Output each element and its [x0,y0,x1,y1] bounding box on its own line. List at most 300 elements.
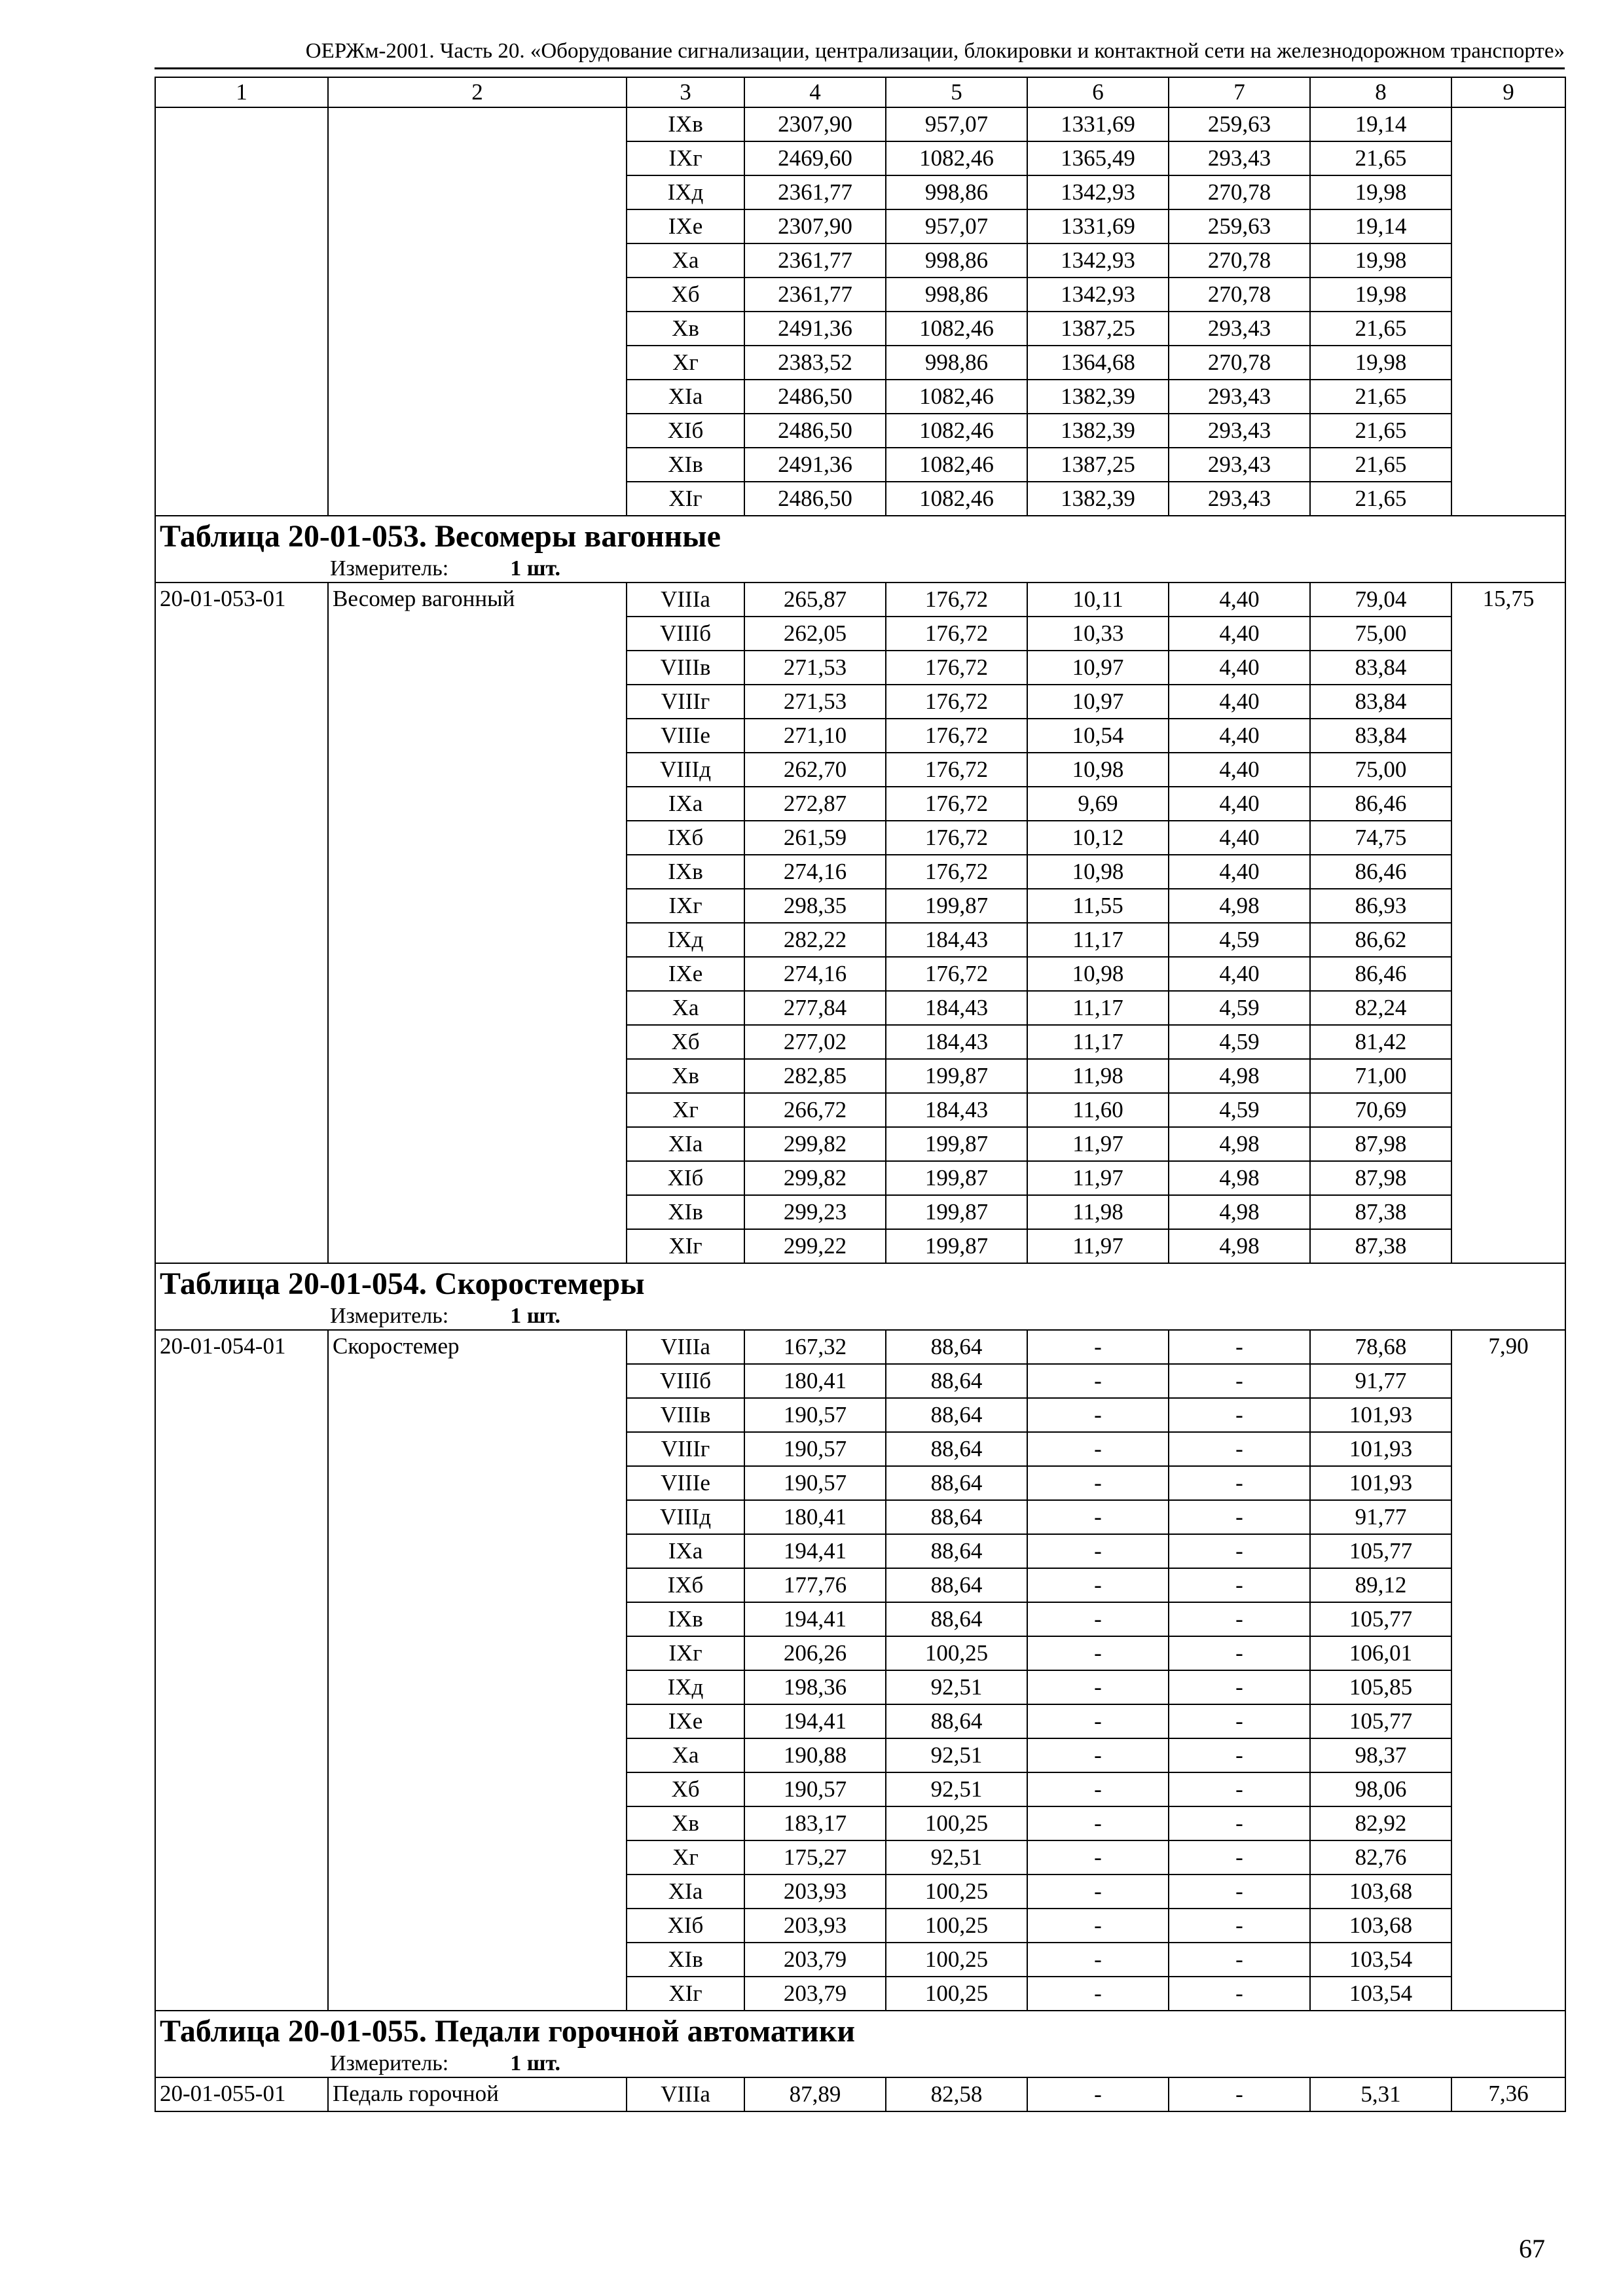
materials-cell: 83,84 [1310,685,1451,719]
machinist-wages-cell: - [1169,1636,1310,1670]
region-cell: IXв [627,855,744,889]
total-cost-cell: 299,23 [744,1195,886,1229]
machine-cost-cell: - [1027,1466,1169,1500]
machinist-wages-cell: 4,40 [1169,583,1310,617]
machinist-wages-cell: 4,98 [1169,1059,1310,1093]
column-number-3: 3 [627,77,744,107]
section-caption-row [155,1263,1565,1330]
machinist-wages-cell: - [1169,1943,1310,1977]
name-cell: Весомер вагонный [328,583,627,1263]
column-number-9: 9 [1451,77,1565,107]
total-cost-cell: 277,02 [744,1025,886,1059]
wages-cell: 92,51 [886,1670,1027,1704]
total-cost-cell: 2469,60 [744,141,886,175]
region-cell: VIIIа [627,1330,744,1364]
measure-unit: 1 шт. [510,1304,561,1328]
region-cell: VIIIд [627,753,744,787]
machinist-wages-cell: 4,98 [1169,1161,1310,1195]
machinist-wages-cell: 270,78 [1169,346,1310,380]
region-cell: Xг [627,346,744,380]
total-cost-cell: 190,57 [744,1432,886,1466]
materials-cell: 86,93 [1310,889,1451,923]
materials-cell: 103,54 [1310,1977,1451,2011]
machinist-wages-cell: 293,43 [1169,380,1310,414]
region-cell: IXд [627,1670,744,1704]
region-cell: IXд [627,175,744,209]
wages-cell: 100,25 [886,1977,1027,2011]
machine-cost-cell: 11,17 [1027,923,1169,957]
name-cell: Педаль горочной [328,2077,627,2111]
wages-cell: 1082,46 [886,380,1027,414]
total-cost-cell: 298,35 [744,889,886,923]
machine-cost-cell: 10,11 [1027,583,1169,617]
total-cost-cell: 2486,50 [744,482,886,516]
materials-cell: 86,46 [1310,787,1451,821]
total-cost-cell: 180,41 [744,1500,886,1534]
wages-cell: 100,25 [886,1636,1027,1670]
materials-cell: 19,98 [1310,243,1451,278]
region-cell: XIб [627,414,744,448]
region-cell: VIIIв [627,651,744,685]
machinist-wages-cell: - [1169,1772,1310,1806]
machine-cost-cell: - [1027,1670,1169,1704]
materials-cell: 21,65 [1310,312,1451,346]
wages-cell: 1082,46 [886,141,1027,175]
wages-cell: 184,43 [886,1093,1027,1127]
materials-cell: 81,42 [1310,1025,1451,1059]
machine-cost-cell: - [1027,1534,1169,1568]
materials-cell: 103,54 [1310,1943,1451,1977]
region-cell: IXе [627,957,744,991]
machine-cost-cell: 11,97 [1027,1161,1169,1195]
machinist-wages-cell: 4,59 [1169,1025,1310,1059]
measure-line [160,556,1561,582]
wages-cell: 88,64 [886,1534,1027,1568]
wages-cell: 176,72 [886,855,1027,889]
wages-cell: 176,72 [886,651,1027,685]
machine-cost-cell: 11,97 [1027,1127,1169,1161]
machine-cost-cell: - [1027,1636,1169,1670]
machinist-wages-cell: 270,78 [1169,278,1310,312]
region-cell: XIг [627,482,744,516]
machine-cost-cell: 1382,39 [1027,482,1169,516]
total-cost-cell: 266,72 [744,1093,886,1127]
measure-unit: 1 шт. [510,556,561,581]
machinist-wages-cell: - [1169,1568,1310,1602]
total-cost-cell: 277,84 [744,991,886,1025]
materials-cell: 82,92 [1310,1806,1451,1840]
total-cost-cell: 262,70 [744,753,886,787]
machinist-wages-cell: - [1169,1432,1310,1466]
machine-cost-cell: - [1027,1909,1169,1943]
machinist-wages-cell: - [1169,1874,1310,1909]
total-cost-cell: 190,57 [744,1466,886,1500]
region-cell: IXа [627,787,744,821]
name-cell [328,107,627,516]
machinist-wages-cell: 4,98 [1169,1229,1310,1263]
materials-cell: 89,12 [1310,1568,1451,1602]
machinist-wages-cell: 4,59 [1169,991,1310,1025]
region-cell: Xа [627,991,744,1025]
section-caption [155,516,1565,583]
total-cost-cell: 87,89 [744,2077,886,2111]
col9-cell: 7,36 [1451,2077,1565,2111]
total-cost-cell: 2486,50 [744,414,886,448]
column-number-8: 8 [1310,77,1451,107]
header-rule [155,67,1565,69]
total-cost-cell: 282,85 [744,1059,886,1093]
machine-cost-cell: 1342,93 [1027,278,1169,312]
machine-cost-cell: 1387,25 [1027,448,1169,482]
machinist-wages-cell: 4,98 [1169,1127,1310,1161]
materials-cell: 75,00 [1310,753,1451,787]
wages-cell: 88,64 [886,1602,1027,1636]
wages-cell: 184,43 [886,923,1027,957]
machinist-wages-cell: 4,40 [1169,617,1310,651]
section-caption [155,1263,1565,1330]
wages-cell: 199,87 [886,889,1027,923]
column-number-4: 4 [744,77,886,107]
table-row [155,1330,1565,1364]
table-body [155,77,1565,2111]
machinist-wages-cell: - [1169,1602,1310,1636]
region-cell: VIIIа [627,2077,744,2111]
wages-cell: 176,72 [886,753,1027,787]
machine-cost-cell: - [1027,2077,1169,2111]
region-cell: VIIIв [627,1398,744,1432]
materials-cell: 19,98 [1310,346,1451,380]
materials-cell: 101,93 [1310,1466,1451,1500]
materials-cell: 5,31 [1310,2077,1451,2111]
measure-line [160,1303,1561,1329]
wages-cell: 176,72 [886,957,1027,991]
wages-cell: 92,51 [886,1772,1027,1806]
machine-cost-cell: - [1027,1874,1169,1909]
total-cost-cell: 177,76 [744,1568,886,1602]
materials-cell: 19,14 [1310,209,1451,243]
total-cost-cell: 167,32 [744,1330,886,1364]
total-cost-cell: 183,17 [744,1806,886,1840]
code-cell: 20-01-053-01 [155,583,328,1263]
wages-cell: 92,51 [886,1840,1027,1874]
region-cell: Xв [627,312,744,346]
col9-cell: 15,75 [1451,583,1565,1263]
total-cost-cell: 299,82 [744,1161,886,1195]
total-cost-cell: 261,59 [744,821,886,855]
materials-cell: 70,69 [1310,1093,1451,1127]
wages-cell: 92,51 [886,1738,1027,1772]
wages-cell: 199,87 [886,1127,1027,1161]
materials-cell: 87,38 [1310,1195,1451,1229]
materials-cell: 101,93 [1310,1398,1451,1432]
region-cell: IXб [627,1568,744,1602]
region-cell: VIIIг [627,685,744,719]
machinist-wages-cell: 4,59 [1169,923,1310,957]
machinist-wages-cell: - [1169,1806,1310,1840]
machinist-wages-cell: 259,63 [1169,209,1310,243]
materials-cell: 105,77 [1310,1704,1451,1738]
wages-cell: 88,64 [886,1330,1027,1364]
wages-cell: 176,72 [886,583,1027,617]
machinist-wages-cell: 4,40 [1169,685,1310,719]
rates-table [155,77,1566,2112]
machinist-wages-cell: 270,78 [1169,175,1310,209]
machinist-wages-cell: 293,43 [1169,448,1310,482]
region-cell: XIб [627,1161,744,1195]
total-cost-cell: 203,79 [744,1943,886,1977]
machine-cost-cell: 1342,93 [1027,175,1169,209]
region-cell: XIг [627,1229,744,1263]
machine-cost-cell: 1387,25 [1027,312,1169,346]
total-cost-cell: 206,26 [744,1636,886,1670]
materials-cell: 83,84 [1310,719,1451,753]
machine-cost-cell: 11,98 [1027,1059,1169,1093]
region-cell: XIа [627,380,744,414]
machine-cost-cell: - [1027,1364,1169,1398]
wages-cell: 957,07 [886,209,1027,243]
total-cost-cell: 271,10 [744,719,886,753]
wages-cell: 1082,46 [886,312,1027,346]
region-cell: Xб [627,278,744,312]
materials-cell: 82,24 [1310,991,1451,1025]
machine-cost-cell: 1382,39 [1027,414,1169,448]
column-number-2: 2 [328,77,627,107]
machinist-wages-cell: 4,40 [1169,821,1310,855]
machinist-wages-cell: - [1169,1330,1310,1364]
machine-cost-cell: 10,97 [1027,651,1169,685]
materials-cell: 105,77 [1310,1534,1451,1568]
machinist-wages-cell: 259,63 [1169,107,1310,141]
wages-cell: 998,86 [886,175,1027,209]
total-cost-cell: 299,22 [744,1229,886,1263]
materials-cell: 91,77 [1310,1364,1451,1398]
total-cost-cell: 299,82 [744,1127,886,1161]
machine-cost-cell: - [1027,1432,1169,1466]
wages-cell: 199,87 [886,1195,1027,1229]
region-cell: Xг [627,1840,744,1874]
machine-cost-cell: 11,17 [1027,1025,1169,1059]
column-number-6: 6 [1027,77,1169,107]
section-title: Таблица 20-01-053. Весомеры вагонные [160,519,721,554]
region-cell: IXе [627,209,744,243]
measure-unit: 1 шт. [510,2051,561,2075]
machinist-wages-cell: - [1169,1977,1310,2011]
machinist-wages-cell: 4,98 [1169,889,1310,923]
machine-cost-cell: 10,33 [1027,617,1169,651]
col9-cell: 7,90 [1451,1330,1565,2011]
machine-cost-cell: 1331,69 [1027,107,1169,141]
region-cell: Xб [627,1772,744,1806]
measure-label: Измеритель: [330,1304,449,1328]
total-cost-cell: 282,22 [744,923,886,957]
machinist-wages-cell: 293,43 [1169,482,1310,516]
materials-cell: 87,98 [1310,1161,1451,1195]
region-cell: XIг [627,1977,744,2011]
machine-cost-cell: 1331,69 [1027,209,1169,243]
total-cost-cell: 2383,52 [744,346,886,380]
machine-cost-cell: 11,97 [1027,1229,1169,1263]
machine-cost-cell: 1382,39 [1027,380,1169,414]
wages-cell: 88,64 [886,1364,1027,1398]
total-cost-cell: 194,41 [744,1704,886,1738]
region-cell: Xб [627,1025,744,1059]
region-cell: VIIIб [627,617,744,651]
materials-cell: 21,65 [1310,141,1451,175]
table-row [155,107,1565,141]
total-cost-cell: 2491,36 [744,312,886,346]
machinist-wages-cell: 4,40 [1169,719,1310,753]
materials-cell: 75,00 [1310,617,1451,651]
machinist-wages-cell: - [1169,1704,1310,1738]
region-cell: VIIIа [627,583,744,617]
machinist-wages-cell: 4,40 [1169,787,1310,821]
total-cost-cell: 265,87 [744,583,886,617]
materials-cell: 71,00 [1310,1059,1451,1093]
code-cell: 20-01-054-01 [155,1330,328,2011]
total-cost-cell: 2361,77 [744,243,886,278]
measure-label: Измеритель: [330,2051,449,2075]
machinist-wages-cell: 4,40 [1169,957,1310,991]
table-row [155,2077,1565,2111]
total-cost-cell: 194,41 [744,1534,886,1568]
materials-cell: 21,65 [1310,414,1451,448]
machine-cost-cell: - [1027,1772,1169,1806]
section-caption [155,2011,1565,2077]
running-header: ОЕРЖм-2001. Часть 20. «Оборудование сигнализации, централизации, блокировки и контактной сети на железнодорожном транспорте» [305,39,1565,63]
machine-cost-cell: - [1027,1398,1169,1432]
wages-cell: 88,64 [886,1432,1027,1466]
materials-cell: 86,46 [1310,957,1451,991]
wages-cell: 184,43 [886,991,1027,1025]
machine-cost-cell: 1364,68 [1027,346,1169,380]
machine-cost-cell: 10,97 [1027,685,1169,719]
materials-cell: 21,65 [1310,448,1451,482]
machinist-wages-cell: - [1169,2077,1310,2111]
total-cost-cell: 271,53 [744,651,886,685]
region-cell: IXв [627,107,744,141]
region-cell: Xг [627,1093,744,1127]
machine-cost-cell: - [1027,1806,1169,1840]
wages-cell: 88,64 [886,1466,1027,1500]
wages-cell: 100,25 [886,1874,1027,1909]
region-cell: VIIIг [627,1432,744,1466]
total-cost-cell: 203,79 [744,1977,886,2011]
wages-cell: 88,64 [886,1704,1027,1738]
materials-cell: 103,68 [1310,1874,1451,1909]
col9-cell [1451,107,1565,516]
materials-cell: 21,65 [1310,482,1451,516]
materials-cell: 105,85 [1310,1670,1451,1704]
materials-cell: 86,62 [1310,923,1451,957]
machinist-wages-cell: 4,59 [1169,1093,1310,1127]
materials-cell: 21,65 [1310,380,1451,414]
materials-cell: 91,77 [1310,1500,1451,1534]
region-cell: VIIIе [627,1466,744,1500]
region-cell: VIIIе [627,719,744,753]
section-caption-row [155,516,1565,583]
materials-cell: 105,77 [1310,1602,1451,1636]
machine-cost-cell: 11,55 [1027,889,1169,923]
measure-label: Измеритель: [330,556,449,581]
wages-cell: 176,72 [886,617,1027,651]
machinist-wages-cell: 4,98 [1169,1195,1310,1229]
section-title: Таблица 20-01-055. Педали горочной автоматики [160,2014,855,2049]
wages-cell: 184,43 [886,1025,1027,1059]
machinist-wages-cell: - [1169,1670,1310,1704]
machine-cost-cell: 11,60 [1027,1093,1169,1127]
page-number: 67 [1519,2234,1545,2263]
measure-line [160,2051,1561,2077]
region-cell: XIв [627,1943,744,1977]
wages-cell: 199,87 [886,1059,1027,1093]
wages-cell: 176,72 [886,787,1027,821]
total-cost-cell: 198,36 [744,1670,886,1704]
machinist-wages-cell: - [1169,1466,1310,1500]
wages-cell: 176,72 [886,821,1027,855]
machinist-wages-cell: 4,40 [1169,753,1310,787]
region-cell: XIб [627,1909,744,1943]
machinist-wages-cell: - [1169,1500,1310,1534]
machine-cost-cell: 10,54 [1027,719,1169,753]
total-cost-cell: 2486,50 [744,380,886,414]
machinist-wages-cell: 270,78 [1169,243,1310,278]
materials-cell: 98,06 [1310,1772,1451,1806]
region-cell: Xв [627,1059,744,1093]
materials-cell: 87,38 [1310,1229,1451,1263]
total-cost-cell: 262,05 [744,617,886,651]
machinist-wages-cell: 293,43 [1169,312,1310,346]
machine-cost-cell: - [1027,1568,1169,1602]
materials-cell: 103,68 [1310,1909,1451,1943]
wages-cell: 1082,46 [886,448,1027,482]
materials-cell: 86,46 [1310,855,1451,889]
machine-cost-cell: 11,17 [1027,991,1169,1025]
region-cell: IXб [627,821,744,855]
machine-cost-cell: - [1027,1704,1169,1738]
materials-cell: 19,98 [1310,175,1451,209]
machine-cost-cell: - [1027,1330,1169,1364]
machine-cost-cell: 10,12 [1027,821,1169,855]
code-cell: 20-01-055-01 [155,2077,328,2111]
total-cost-cell: 194,41 [744,1602,886,1636]
machine-cost-cell: 10,98 [1027,855,1169,889]
region-cell: IXг [627,1636,744,1670]
machinist-wages-cell: - [1169,1738,1310,1772]
machinist-wages-cell: - [1169,1364,1310,1398]
wages-cell: 88,64 [886,1568,1027,1602]
total-cost-cell: 272,87 [744,787,886,821]
machinist-wages-cell: 4,40 [1169,855,1310,889]
materials-cell: 74,75 [1310,821,1451,855]
region-cell: IXг [627,889,744,923]
wages-cell: 957,07 [886,107,1027,141]
machine-cost-cell: - [1027,1500,1169,1534]
column-number-1: 1 [155,77,328,107]
machine-cost-cell: - [1027,1738,1169,1772]
table-row [155,583,1565,617]
machinist-wages-cell: 4,40 [1169,651,1310,685]
total-cost-cell: 190,88 [744,1738,886,1772]
region-cell: XIв [627,1195,744,1229]
region-cell: IXг [627,141,744,175]
materials-cell: 19,14 [1310,107,1451,141]
column-number-7: 7 [1169,77,1310,107]
materials-cell: 83,84 [1310,651,1451,685]
wages-cell: 176,72 [886,685,1027,719]
machine-cost-cell: 11,98 [1027,1195,1169,1229]
section-title: Таблица 20-01-054. Скоростемеры [160,1266,645,1301]
materials-cell: 87,98 [1310,1127,1451,1161]
